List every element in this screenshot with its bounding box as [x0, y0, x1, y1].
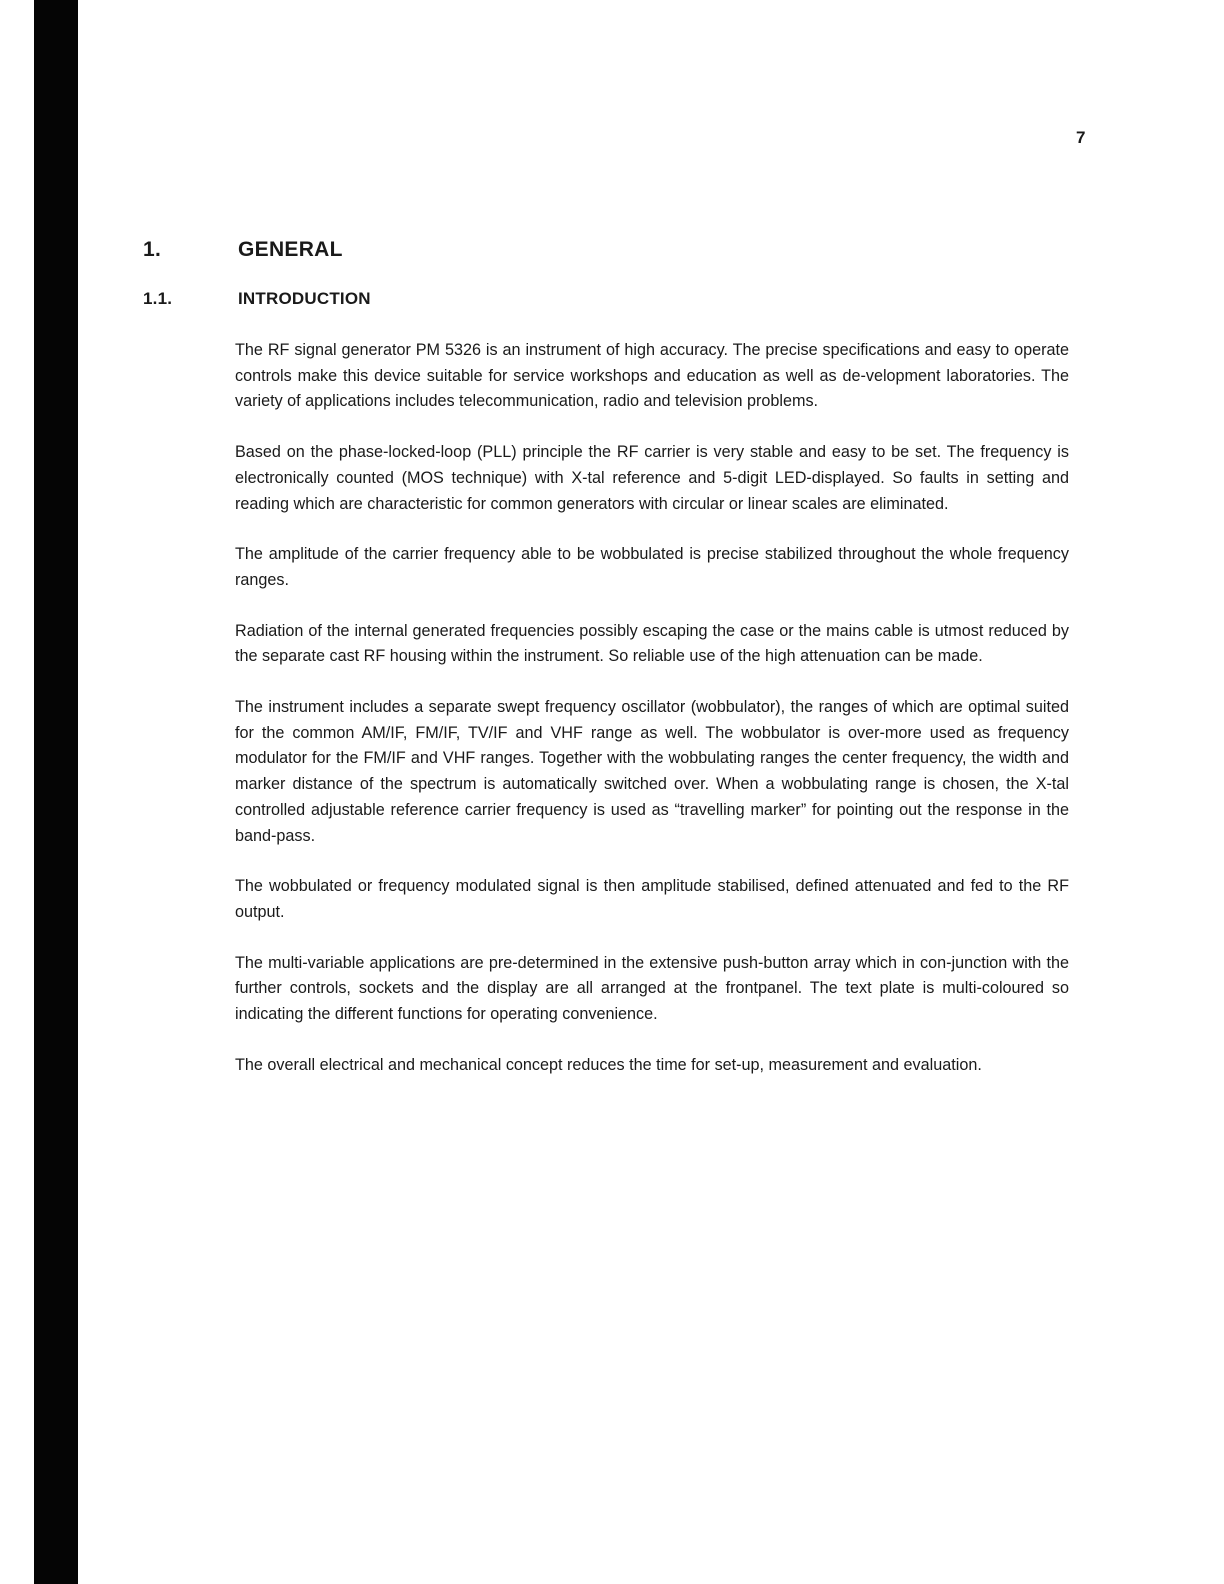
- section-title: GENERAL: [238, 238, 343, 261]
- paragraph-radiation: Radiation of the internal generated frequencies possibly escaping the case or the mains cable is utmost reduced by the separate cast RF housing within the instrument. So reliable use of the high attenuation can be made.: [235, 621, 1069, 666]
- binding-strip: [34, 0, 78, 1584]
- paragraph-amplitude: The amplitude of the carrier frequency able to be wobbulated is precise stabilized throughout the whole frequency ranges.: [235, 545, 1069, 589]
- paragraph-overview: The RF signal generator PM 5326 is an instrument of high accuracy. The precise specifications and easy to operate controls make this device suitable for service workshops and education as well as de-velopment laboratories. The variety of applications includes telecommunication, radio and television problems.: [235, 341, 1069, 411]
- paragraph-pll: Based on the phase-locked-loop (PLL) principle the RF carrier is very stable and easy to be set. The frequency is electronically counted (MOS technique) with X-tal reference and 5-digit LED-displayed. So faults in setting and reading which are characteristic for common generators with circular or linear scales are eliminated.: [235, 443, 1069, 513]
- subsection-number: 1.1.: [143, 289, 173, 308]
- paragraph-concept: The overall electrical and mechanical concept reduces the time for set-up, measurement and evaluation.: [235, 1055, 982, 1074]
- body-text: [235, 338, 1069, 1103]
- section-number: 1.: [143, 238, 162, 261]
- paragraph-controls: The multi-variable applications are pre-determined in the extensive push-button array which in con-junction with the further controls, sockets and the display are all arranged at the frontpanel. The text plate is multi-coloured so indicating the different functions for operating convenience.: [235, 953, 1069, 1024]
- subsection-title: INTRODUCTION: [238, 289, 371, 308]
- page-number: 7: [1076, 128, 1086, 147]
- scan-margin: [0, 0, 34, 1584]
- paragraph-output: The wobbulated or frequency modulated signal is then amplitude stabilised, defined attenuated and fed to the RF output.: [235, 877, 1069, 921]
- paragraph-wobbulator: The instrument includes a separate swept frequency oscillator (wobbulator), the ranges of which are optimal suited for the common AM/IF, FM/IF, TV/IF and VHF range as well. The wobbulator is over-more used as frequency modulator for the FM/IF and VHF ranges. Together with the wobbulating ranges the center frequency, the width and marker distance of the spectrum is automatically switched over. When a wobbulating range is chosen, the X-tal controlled adjustable reference carrier frequency is used as “travelling marker” for pointing out the response in the band-pass.: [235, 698, 1069, 845]
